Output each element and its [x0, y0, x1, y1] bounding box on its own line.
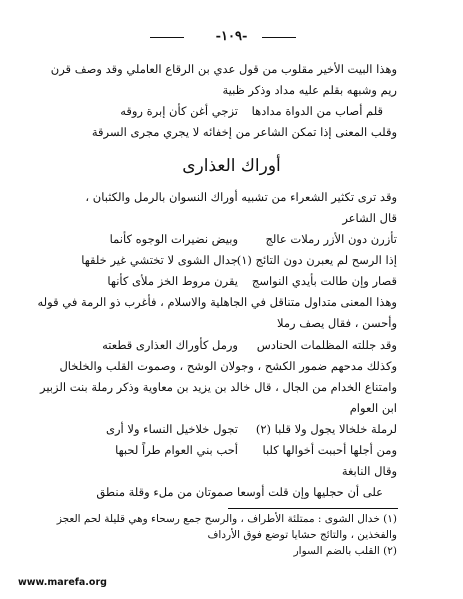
section-heading: أوراك العذارى: [182, 156, 281, 176]
verse-hemistich-right: يقرن مروط الخز ملأى كأنها: [107, 274, 238, 288]
verse-hemistich-left: وقد جللته المظلمات الحنادس: [256, 338, 397, 352]
footnote-rule: [228, 508, 398, 509]
verse-hemistich-right: تجول خلاخيل النساء ولا أرى: [105, 422, 238, 436]
text-line: وهذا المعنى متداول متناقل في الجاهلية والاسلام ، فأغرب ذو الرمة في قوله: [37, 295, 397, 309]
header-rule: [150, 37, 184, 38]
verse-hemistich-left: إذا الرسح لم يعبرن دون التائج (١): [236, 253, 397, 267]
text-line: قال الشاعر: [342, 211, 397, 225]
text-line: ابن العوام: [349, 401, 397, 415]
verse-hemistich-right: وبيض نضيرات الوجوه كأنما: [109, 232, 238, 246]
footnote-line: والفخذين ، والتائج حشايا توضع فوق الأرداف: [207, 529, 397, 541]
verse-hemistich-right: تزجي أغن كأن إبرة روقه: [120, 104, 238, 118]
verse-hemistich-right: أحب بني العوام طراً لحبها: [115, 443, 238, 457]
text-line: وهذا البيت الأخير مقلوب من قول عدي بن الرقاع العاملي وقد وصف قرن: [50, 62, 397, 76]
verse-hemistich-left: قصار وإن طالت بأيدي النواسج: [251, 274, 397, 288]
text-line: وامتناع الخدام من الجال ، قال خالد بن يزيد بن معاوية وذكر رملة بنت الزبير: [39, 380, 397, 394]
text-line: وقلب المعنى إذا تمكن الشاعر من إخفائه لا يجري مجرى السرقة: [91, 125, 397, 139]
header-rule: [262, 37, 296, 38]
verse-hemistich-left: قلم أصاب من الدواة مدادها: [251, 104, 383, 118]
text-line: وأحسن ، فقال يصف رملا: [276, 316, 397, 330]
verse-hemistich-left: ومن أجلها أحببت أخوالها كلبا: [262, 443, 397, 457]
footnote-line: (٢) القلب بالضم السوار: [293, 545, 397, 557]
text-line: وكذلك مدحهم ضمور الكشح ، وجولان الوشح ، وصموت القلب والخلخال: [59, 359, 397, 373]
footnote-line: (١) خدال الشوى : ممتلئة الأطراف ، والرسح جمع رسحاء وهي قليلة لحم العجز: [56, 513, 397, 525]
verse-line: على أن حجليها وإن قلت أوسعا صموتان من ملء وقلة منطق: [96, 485, 383, 499]
text-line: ريم وشبهه بقلم عليه مداد وذكر ظبية: [222, 83, 397, 97]
page-number: -١٠٩-: [215, 29, 248, 44]
text-line: وقد ترى تكثير الشعراء من تشبيه أوراك النسوان بالرمل والكثبان ،: [85, 190, 397, 204]
text-line: وقال النابغة: [341, 464, 397, 478]
verse-hemistich-left: لرملة خلخالا يجول ولا قلبا (٢): [255, 422, 397, 436]
verse-hemistich-right: جدال الشوى لا تختشي غير خلقها: [81, 253, 238, 267]
watermark-url: www.marefa.org: [18, 577, 107, 588]
verse-hemistich-left: تأزرن دون الأزر رملات عالج: [265, 232, 397, 246]
verse-hemistich-right: ورمل كأوراك العذارى قطعته: [102, 338, 238, 352]
